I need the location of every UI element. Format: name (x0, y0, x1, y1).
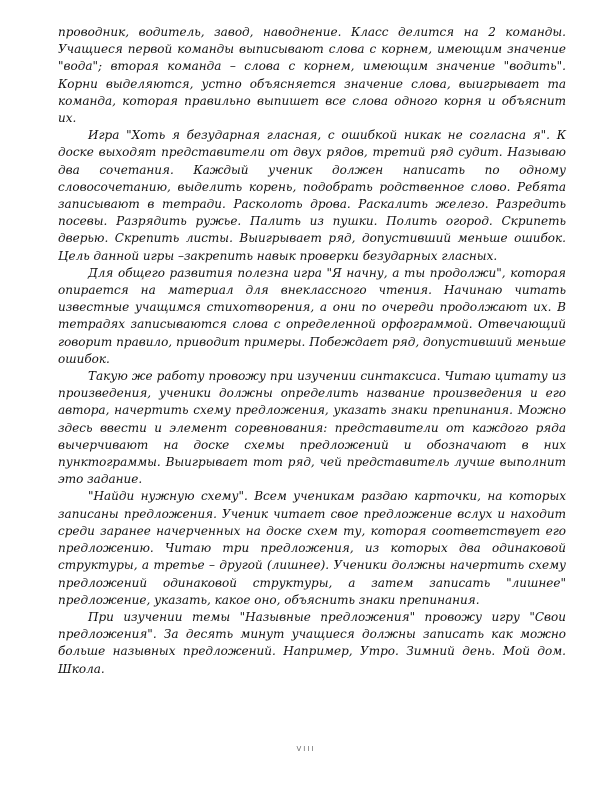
page-number: VIII (296, 745, 316, 753)
document-body (58, 24, 566, 678)
paragraph-continuation: проводник, водитель, завод, наводнение. Класс делится на 2 команды. Учащиеся первой команды выписывают слова с корнем, имеющим значение "вода"; вторая команда – слова с корнем, имеющим значение "водить". Корни выделяются, устно объясняется значение слова, выигрывает та команда, которая правильно выпишет все слова одного корня и объяснит их. (58, 25, 566, 126)
paragraph-vowel-game: Игра "Хоть я безударная гласная, с ошибкой никак не согласна я". К доске выходят представители от двух рядов, третий ряд судит. Называю два сочетания. Каждый ученик должен написать по одному словосочетанию, выделить корень, подобрать родственное слово. Ребята записывают в тетради. Расколоть дрова. Раскалить железо. Разредить посевы. Разрядить ружье. Палить из пушки. Полить огород. Скрипеть дверью. Скрепить листы. Выигрывает ряд, допустивший меньше ошибок. Цель данной игры –закрепить навык проверки безударных гласных. (58, 128, 566, 263)
paragraph-continue-game: Для общего развития полезна игра "Я начну, а ты продолжи", которая опирается на материал для внеклассного чтения. Начинаю читать известные учащимся стихотворения, а они по очереди продолжают их. В тетрадях записываются слова с определенной орфограммой. Отвечающий говорит правило, приводит примеры. Побеждает ряд, допустивший меньше ошибок. (58, 265, 566, 366)
paragraph-syntax-game: Такую же работу провожу при изучении синтаксиса. Читаю цитату из произведения, ученики должны определить название произведения и его автора, начертить схему предложения, указать знаки препинания. Можно здесь ввести и элемент соревнования: представители от каждого ряда вычерчивают на доске схемы предложений и обозначают в них пунктограммы. Выигрывает тот ряд, чей представитель лучше выполнит это задание. (58, 369, 566, 487)
paragraph-nominal-sentences-game: При изучении темы "Назывные предложения" провожу игру "Свои предложения". За десять минут учащиеся должны записать как можно больше назывных предложений. Например, Утро. Зимний день. Мой дом. Школа. (58, 609, 566, 676)
paragraph-find-scheme-game: "Найди нужную схему". Всем ученикам раздаю карточки, на которых записаны предложения. Ученик читает свое предложение вслух и находит среди заранее начерченных на доске схем ту, которая соответствует его предложению. Читаю три предложения, из которых два одинаковой структуры, а третье – другой (лишнее). Ученики должны начертить схему предложений одинаковой структуры, а затем записать "лишнее" предложение, указать, какое оно, объяснить знаки препинания. (58, 489, 566, 607)
